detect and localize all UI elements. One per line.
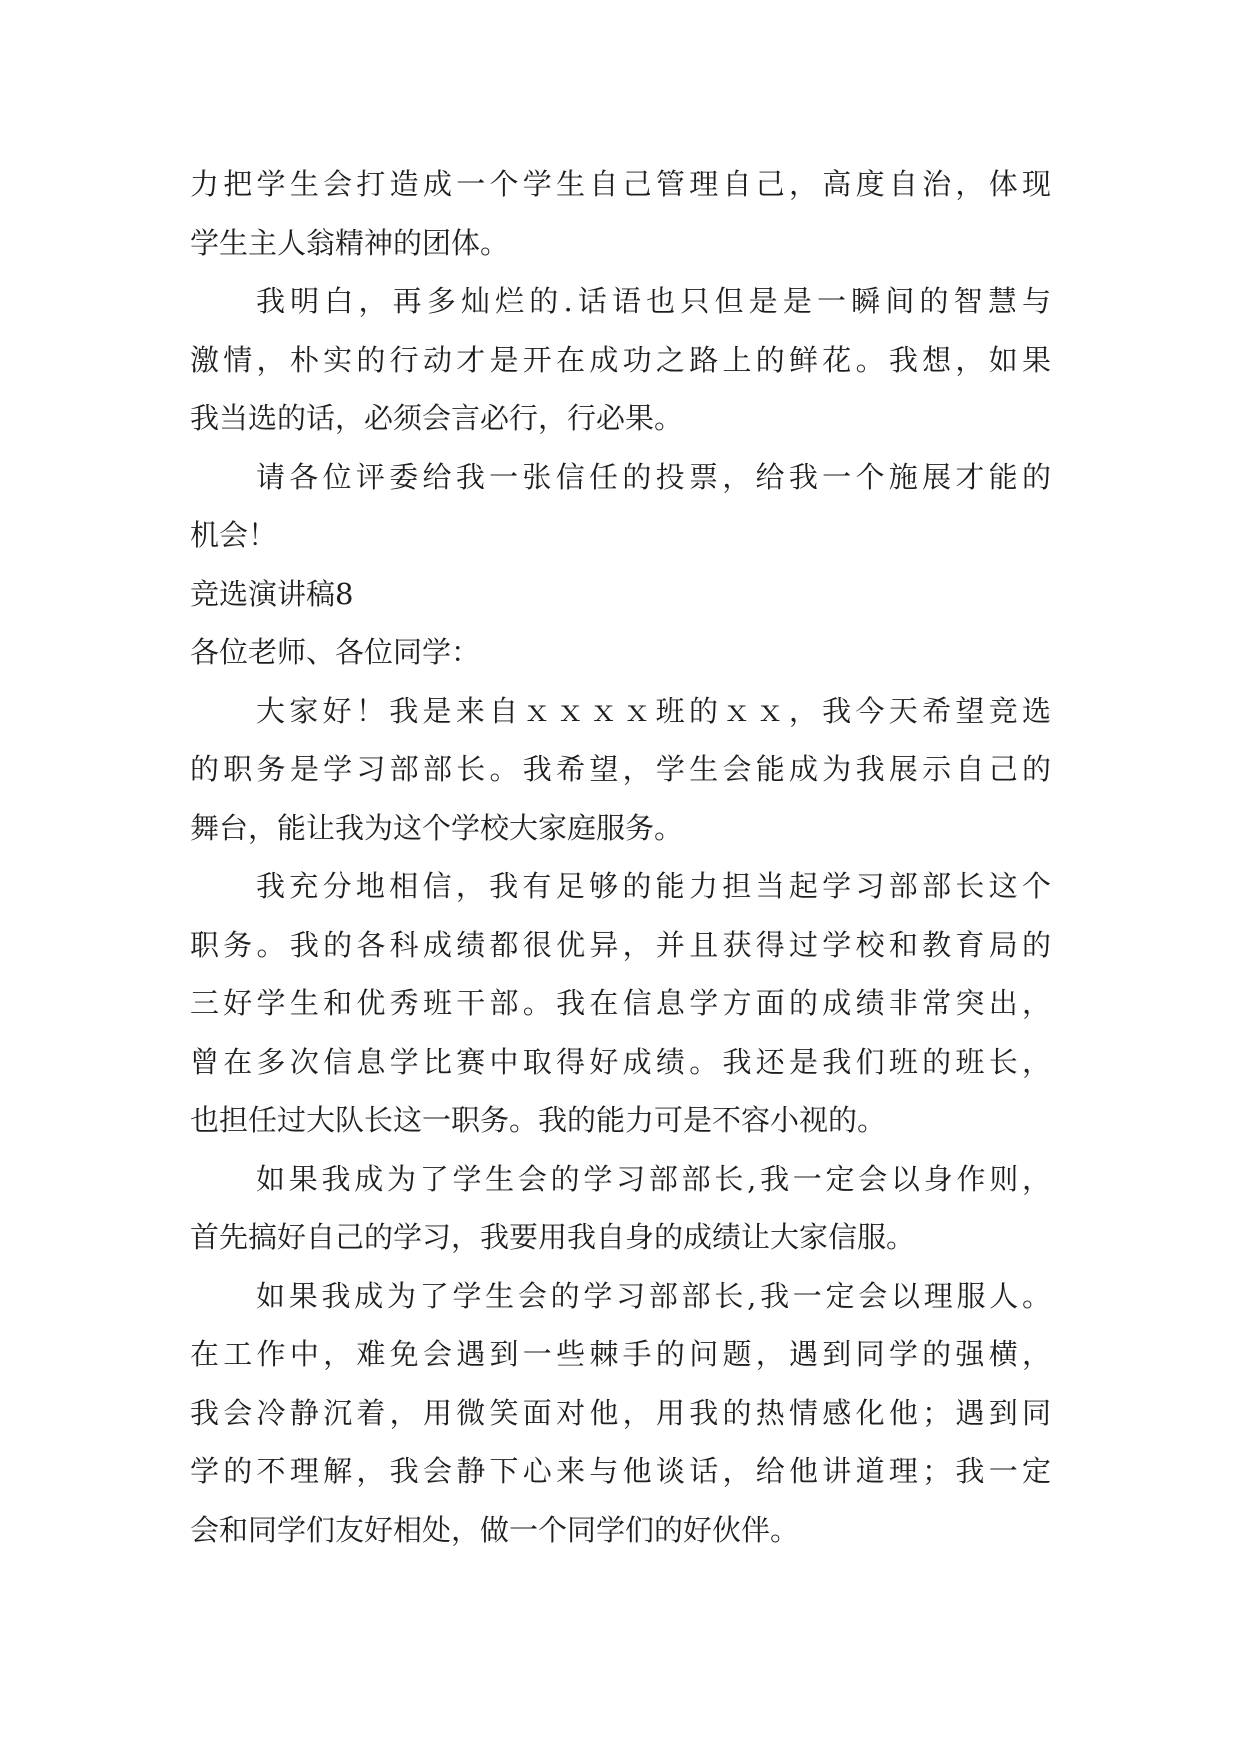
- paragraph-continuation: [190, 155, 1051, 272]
- text-line: 我当选的话，必须会言必行，行必果。: [190, 401, 684, 435]
- paragraph: [190, 448, 1051, 565]
- text-line: 在工作中，难免会遇到一些棘手的问题，遇到同学的强横，: [190, 1337, 1051, 1371]
- section-heading: [190, 565, 1051, 624]
- text-line: 曾在多次信息学比赛中取得好成绩。我还是我们班的班长，: [190, 1044, 1051, 1079]
- paragraph: [190, 1267, 1051, 1560]
- text-line: 会和同学们友好相处，做一个同学们的好伙伴。: [190, 1512, 800, 1547]
- paragraph: [190, 272, 1051, 448]
- text-line: 我会冷静沉着，用微笑面对他，用我的热情感化他；遇到同: [190, 1395, 1051, 1430]
- text-line: 首先搞好自己的学习，我要用我自身的成绩让大家信服。: [190, 1220, 916, 1254]
- text-line: 激情，朴实的行动才是开在成功之路上的鲜花。我想，如果: [190, 342, 1051, 377]
- text-line: 如果我成为了学生会的学习部部长,我一定会以身作则，: [256, 1161, 1051, 1196]
- text-line: 也担任过大队长这一职务。我的能力可是不容小视的。: [190, 1103, 887, 1137]
- paragraph: [190, 682, 1051, 858]
- paragraph: [190, 1150, 1051, 1267]
- text-line: 的职务是学习部部长。我希望，学生会能成为我展示自己的: [190, 752, 1051, 786]
- paragraph: [190, 857, 1051, 1150]
- text-line: 职务。我的各科成绩都很优异，并且获得过学校和教育局的: [190, 927, 1051, 962]
- text-line: 学的不理解，我会静下心来与他谈话，给他讲道理；我一定: [190, 1454, 1051, 1488]
- text-line: 如果我成为了学生会的学习部部长,我一定会以理服人。: [256, 1278, 1051, 1313]
- text-line: 我明白，再多灿烂的.话语也只但是是一瞬间的智慧与: [256, 284, 1051, 318]
- text-line: 大家好！我是来自ｘｘｘｘ班的ｘｘ，我今天希望竞选: [256, 693, 1051, 728]
- heading-text: 竞选演讲稿8: [190, 576, 354, 611]
- text-line: 机会！: [190, 518, 278, 552]
- salutation-text: 各位老师、各位同学：: [190, 635, 481, 669]
- text-line: 力把学生会打造成一个学生自己管理自己，高度自治，体现: [190, 167, 1051, 201]
- document-page: [190, 155, 1051, 1559]
- text-line: 三好学生和优秀班干部。我在信息学方面的成绩非常突出，: [190, 986, 1051, 1020]
- text-line: 舞台，能让我为这个学校大家庭服务。: [190, 810, 684, 845]
- text-line: 学生主人翁精神的团体。: [190, 225, 510, 260]
- text-line: 我充分地相信，我有足够的能力担当起学习部部长这个: [256, 869, 1051, 903]
- text-line: 请各位评委给我一张信任的投票，给我一个施展才能的: [256, 459, 1051, 494]
- salutation: [190, 623, 1051, 682]
